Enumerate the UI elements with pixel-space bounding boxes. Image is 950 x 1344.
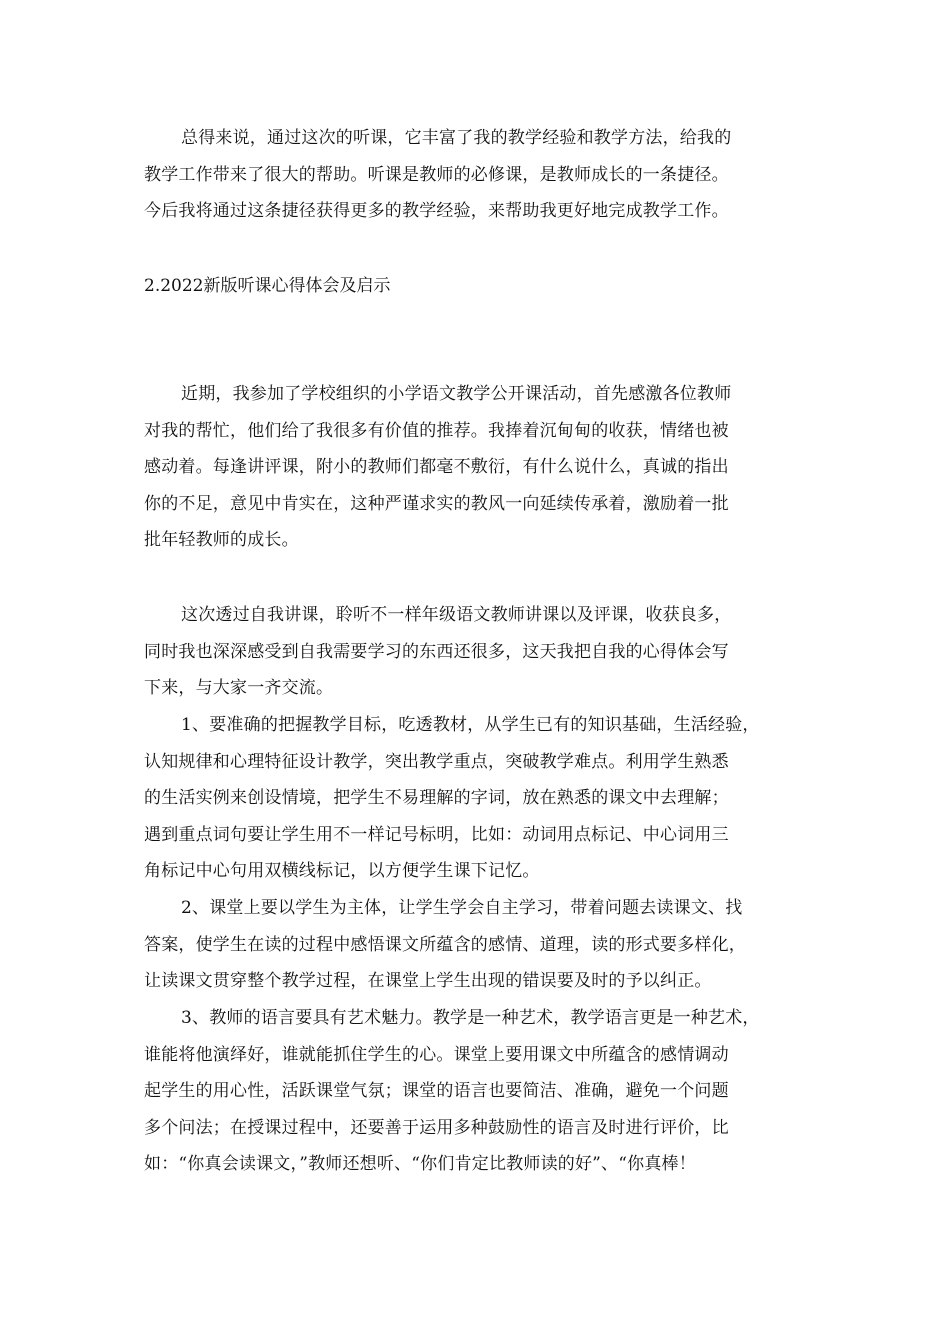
paragraph-line: 让读课文贯穿整个教学过程，在课堂上学生出现的错误要及时的予以纠正。	[144, 971, 712, 991]
paragraph-line: 这次透过自我讲课，聆听不一样年级语文教师讲课以及评课，收获良多，	[181, 605, 732, 625]
paragraph-line: 感动着。每逢讲评课，附小的教师们都毫不敷衍，有什么说什么，真诚的指出	[144, 457, 729, 477]
paragraph-point-2	[144, 890, 812, 1000]
paragraph-line: 3、教师的语言要具有艺术魅力。教学是一种艺术，教学语言更是一种艺术，	[181, 1008, 760, 1028]
paragraph-line: 认知规律和心理特征设计教学，突出教学重点，突破教学难点。利用学生熟悉	[144, 751, 729, 772]
paragraph-summary	[144, 120, 812, 230]
paragraph-line: 答案，使学生在读的过程中感悟课文所蕴含的感情、道理，读的形式要多样化，	[144, 934, 746, 955]
paragraph-line: 1、要准确的把握教学目标，吃透教材，从学生已有的知识基础，生活经验，	[181, 715, 760, 735]
paragraph-line: 角标记中心句用双横线标记，以方便学生课下记忆。	[144, 861, 540, 881]
paragraph-intro	[144, 376, 812, 559]
paragraph-line: 批年轻教师的成长。	[144, 530, 299, 550]
paragraph-point-3	[144, 1000, 812, 1183]
paragraph-line: 教学工作带来了很大的帮助。听课是教师的必修课，是教师成长的一条捷径。	[144, 164, 729, 185]
paragraph-line: 遇到重点词句要让学生用不一样记号标明，比如：动词用点标记、中心词用三	[144, 824, 729, 845]
paragraph-line: 的生活实例来创设情境，把学生不易理解的字词，放在熟悉的课文中去理解；	[144, 788, 729, 808]
section-heading: 2.2022新版听课心得体会及启示	[144, 276, 391, 296]
paragraph-point-1	[144, 707, 812, 890]
paragraph-line: 谁能将他演绎好，谁就能抓住学生的心。课堂上要用课文中所蕴含的感情调动	[144, 1044, 729, 1065]
paragraph-line: 对我的帮忙，他们给了我很多有价值的推荐。我捧着沉甸甸的收获，情绪也被	[144, 420, 729, 441]
paragraph-line: 2、课堂上要以学生为主体，让学生学会自主学习，带着问题去读课文、找	[181, 898, 743, 918]
paragraph-line: 起学生的用心性，活跃课堂气氛；课堂的语言也要简洁、准确，避免一个问题	[144, 1081, 729, 1101]
paragraph-line: 同时我也深深感受到自我需要学习的东西还很多，这天我把自我的心得体会写	[144, 641, 729, 662]
paragraph-reflection	[144, 597, 812, 707]
paragraph-line: 总得来说，通过这次的听课，它丰富了我的教学经验和教学方法，给我的	[181, 128, 732, 148]
paragraph-line: 近期，我参加了学校组织的小学语文教学公开课活动，首先感激各位教师	[181, 384, 732, 404]
paragraph-line: 如：“你真会读课文，”教师还想听、“你们肯定比教师读的好”、“你真棒！	[144, 1154, 696, 1174]
paragraph-line: 下来，与大家一齐交流。	[144, 678, 334, 698]
paragraph-line: 今后我将通过这条捷径获得更多的教学经验，来帮助我更好地完成教学工作。	[144, 201, 729, 221]
paragraph-line: 你的不足，意见中肯实在，这种严谨求实的教风一向延续传承着，激励着一批	[144, 493, 729, 514]
paragraph-line: 多个问法；在授课过程中，还要善于运用多种鼓励性的语言及时进行评价，比	[144, 1117, 729, 1138]
